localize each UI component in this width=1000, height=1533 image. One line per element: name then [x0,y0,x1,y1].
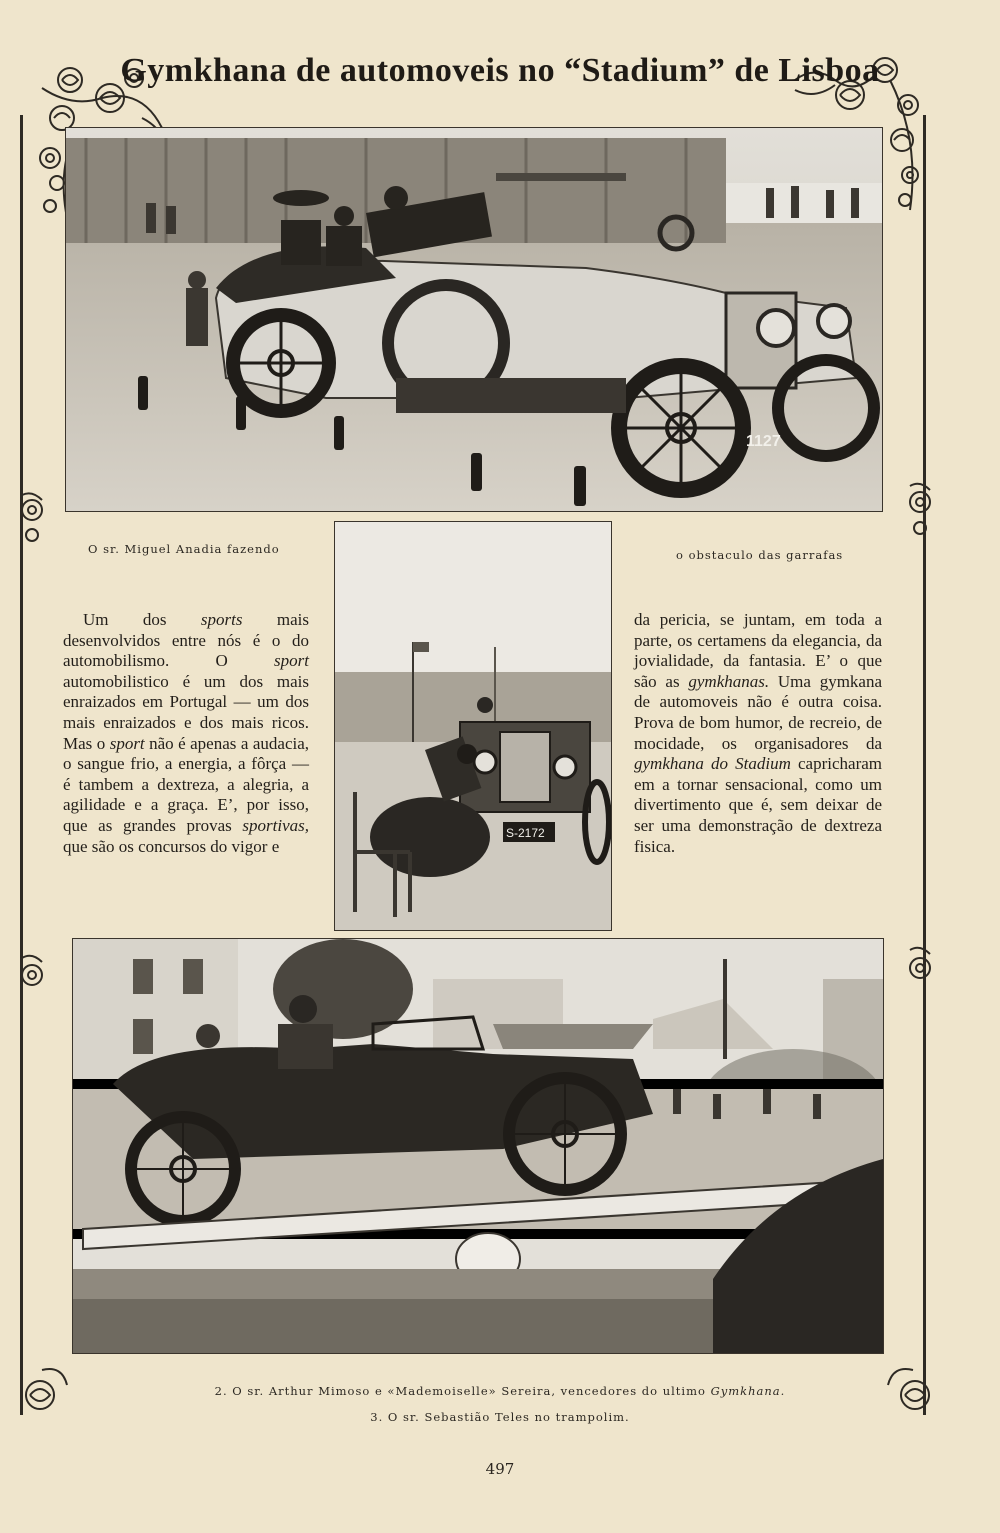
left-lower-rose-ornament-icon [12,950,52,1020]
photo-car-on-trampoline [72,938,884,1354]
paragraph-right: da pericia, se juntam, em toda a parte, os certamens da elegancia, da jovialidade, da fantasia. E’ o que são as gymkhanas. Uma gymkana de automoveis não é outra coisa. Prova de bom humor, de recreio, de mocidade, os organisadores da gymkhana do Stadium capricharam em a tornar sensacional, como um divertimento que é, sem deixar de ser uma demonstração de dextreza fisica. [634,610,883,856]
caption-top-right: o obstaculo das garrafas [676,548,844,562]
left-mid-rose-ornament-icon [12,490,52,560]
right-mid-rose-ornament-icon [900,480,940,550]
photo-woman-at-car [334,521,612,931]
left-border-line [20,115,23,1415]
photo-car-bottle-obstacle [65,127,883,512]
right-border-line [923,115,926,1415]
page-number: 497 [485,1460,515,1478]
caption-bottom-line1 [0,1384,1000,1398]
caption-bottom-line1-text: 2. O sr. Arthur Mimoso e «Mademoiselle» Sereira, vencedores do ultimo [214,1384,711,1398]
caption-bottom-line1-italic: Gymkhana. [710,1384,786,1398]
text-column-left [63,610,309,857]
caption-bottom-line2: 3. O sr. Sebastião Teles no trampolim. [370,1410,630,1424]
page-title: Gymkhana de automoveis no “Stadium” de Lisboa [120,52,880,89]
plate-1127: 1127 [746,433,781,450]
plate-s-2172: S-2172 [506,826,545,840]
right-lower-rose-ornament-icon [900,940,940,1010]
text-column-right [634,610,882,857]
caption-top-left: O sr. Miguel Anadia fazendo [88,542,280,556]
paragraph-left: Um dos sports mais desenvolvidos entre nós é o do automobilismo. O sport automobilistico é um dos mais enraizados em Portugal — um dos mais enraizados e dos mais ricos. Mas o sport não é apenas a audacia, o sangue frio, a energia, a fôrça — é tambem a dextreza, a alegria, a agilidade e a graça. E’, por isso, que as grandes provas sportivas, que são os concursos do vigor e [63,610,310,856]
